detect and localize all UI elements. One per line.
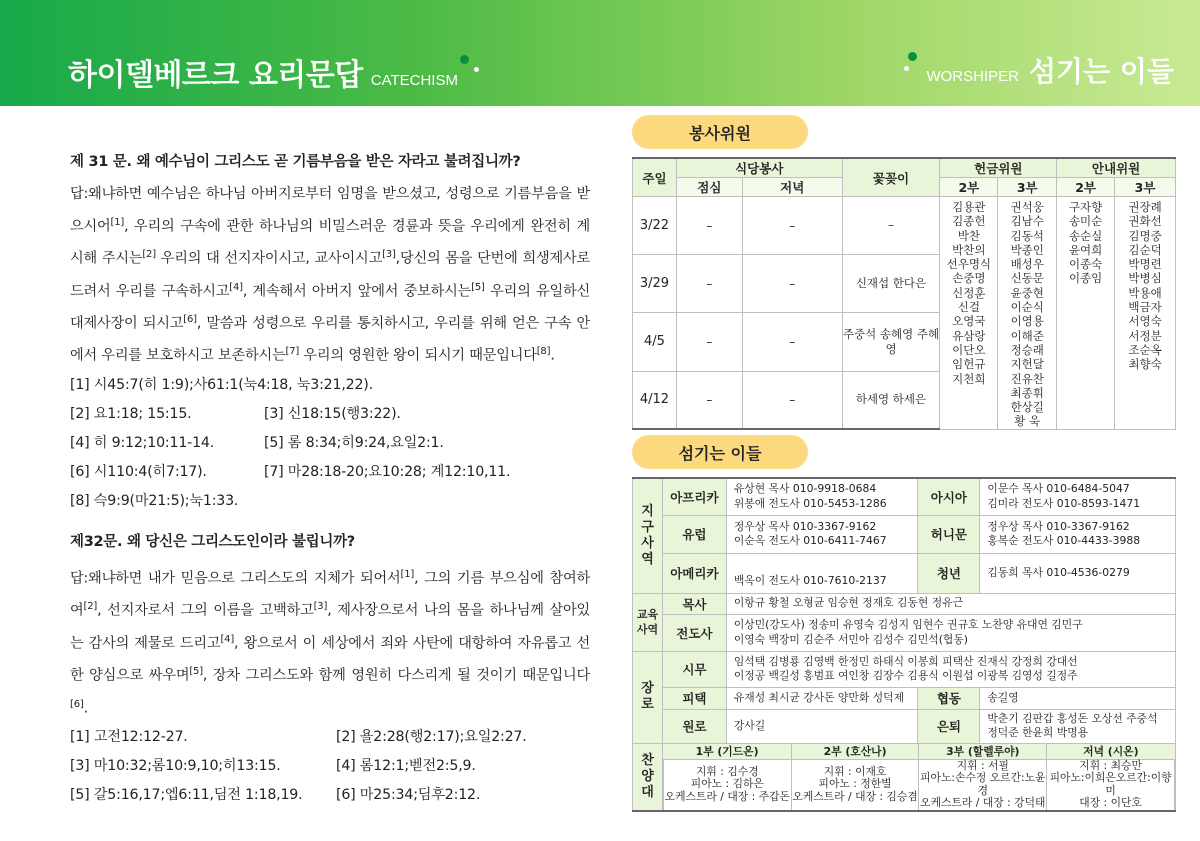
footnote-marker: [6] <box>70 698 84 710</box>
reference-item: [3] 마10:32;롬10:9,10;히13:15. <box>70 758 281 775</box>
senior-elder-label: 원로 <box>662 709 726 743</box>
footnote-marker: [7] <box>285 346 300 358</box>
header-meal: 식당봉사 <box>676 158 842 178</box>
footnote-marker: [2] <box>142 249 156 261</box>
footnote-marker: [3] <box>313 601 328 613</box>
header-offering-3: 3부 <box>998 178 1057 197</box>
active-elder-label: 시무 <box>662 651 726 687</box>
row-date: 4/12 <box>633 371 677 429</box>
footnote-marker: [5] <box>471 281 485 293</box>
answer-text: , 장차 그리스도와 함께 영원히 다스리게 될 것이기 때문입니다 <box>202 667 590 684</box>
reference-item: [4] 히 9:12;10:11-14. <box>70 434 215 451</box>
answer-text: , 계속해서 아버지 앞에서 중보하시는 <box>242 283 472 300</box>
worshiper-title <box>926 50 1174 90</box>
choir-3-content: 지휘 : 서필 피아노:손수정 오르간:노윤경 오케스트라 / 대장 : 강덕태 <box>920 758 1046 809</box>
header-usher-2: 2부 <box>1057 178 1115 197</box>
africa-label: 아프리카 <box>662 478 726 515</box>
row-lunch: – <box>676 255 742 313</box>
choir-4-content: 지휘 : 최승만 피아노:이희은오르간:이향미 대장 : 이단호 <box>1047 759 1175 810</box>
question-31: 제 31 문. 왜 예수님이 그리스도 곧 기름부음을 받은 자라고 불려집니까? <box>70 154 521 170</box>
europe-label: 유럽 <box>662 515 726 553</box>
answer-31 <box>70 181 590 371</box>
evangelist-label: 전도사 <box>662 614 726 651</box>
reference-item: [4] 롬12:1;벧전2:5,9. <box>336 758 476 775</box>
reference-row <box>70 781 590 810</box>
elect-elder-names: 유재성 최시균 강사돈 양만화 성덕제 <box>726 687 918 709</box>
worshiper-title-text: 섬기는 이들 <box>1029 55 1174 88</box>
worshiper-subtitle: WORSHIPER <box>926 68 1019 85</box>
references-32 <box>70 723 590 810</box>
row-date: 4/5 <box>633 313 677 371</box>
catechism-title-text: 하이델베르크 요리문답 <box>68 58 363 93</box>
row-date: 3/22 <box>633 197 677 255</box>
reference-row <box>70 400 590 429</box>
choir-1-header: 1부 (기드온) <box>663 744 791 760</box>
reference-row <box>70 371 590 400</box>
assoc-elder-names: 송길영 <box>980 687 1176 709</box>
reference-item: [1] 고전12:12-27. <box>70 729 188 746</box>
choir-table <box>663 744 1175 810</box>
reference-item: [1] 시45:7(히 1:9);사61:1(눅4:18, 눅3:21,22). <box>70 376 373 393</box>
reference-item: [5] 롬 8:34;히9:24,요일2:1. <box>264 434 444 451</box>
answer-text: , 그의 기름 부으심에 참여하여 <box>70 570 591 620</box>
footnote-marker: [5] <box>189 666 203 678</box>
youth-label: 청년 <box>918 553 980 593</box>
choir-label: 찬 양 대 <box>633 743 663 811</box>
answer-text: , 제사장으로서 나의 몸을 하나님께 살아있는 감사의 제물로 드리고 <box>70 603 590 652</box>
row-dinner: – <box>742 313 842 371</box>
elder-label: 장 로 <box>633 651 663 743</box>
asia-contacts: 이문수 목사 010-6484-5047 김미라 전도사 010-8593-1471 <box>980 478 1176 515</box>
offering-2-names: 김용관 김종헌 박찬 박찬의 선우명식 손중명 신정훈 신걸 오영국 유삼랑 이단오 임헌규 지천희 <box>940 197 998 430</box>
header-dinner: 저녁 <box>742 178 842 197</box>
youth-contacts: 김동희 목사 010-4536-0279 <box>980 553 1176 593</box>
usher-2-names: 구자향 송미순 송순실 윤여희 이종숙 이종임 <box>1057 197 1115 430</box>
header-offering: 헌금위원 <box>940 158 1057 178</box>
reference-row <box>70 723 590 752</box>
row-flower: 신재섭 한다은 <box>842 255 940 313</box>
pastor-names: 이항규 황철 오형균 임승현 정재호 김동현 정유근 <box>726 593 1175 614</box>
deco-dot-left-big <box>460 55 469 64</box>
footnote-marker: [1] <box>110 216 125 228</box>
row-dinner: – <box>742 371 842 429</box>
america-contacts: 백옥이 전도사 010-7610-2137 <box>726 553 918 593</box>
reference-row <box>70 752 590 781</box>
answer-text: 우리의 대 선지자이시고, 교사이시고 <box>155 250 383 267</box>
europe-contacts: 정우상 목사 010-3367-9162 이순옥 전도사 010-6411-7467 <box>726 515 918 553</box>
footnote-marker: [8] <box>536 346 551 358</box>
deco-dot-left-small <box>474 67 479 72</box>
deco-dot-right-big <box>908 52 917 61</box>
catechism-subtitle: CATECHISM <box>370 72 458 89</box>
choir-3-header: 3부 (할렐루야) <box>919 744 1047 760</box>
catechism-section <box>70 150 590 810</box>
reference-item: [6] 마25:34;딤후2:12. <box>336 787 481 804</box>
row-lunch: – <box>676 371 742 429</box>
offering-3-names: 권석웅 김남수 김동석 박종인 배성우 신동문 윤중현 이순식 이영용 이해준 정승래 지헌달 진유찬 최종휘 한상길 황 욱 <box>998 197 1057 430</box>
reference-item: [3] 신18:15(행3:22). <box>264 405 401 422</box>
edu-ministry-label: 교육 사역 <box>633 593 663 651</box>
reference-row <box>70 487 590 516</box>
row-flower: 하세영 하세은 <box>842 371 940 429</box>
footnote-marker: [2] <box>83 601 98 613</box>
active-elder-names: 임석택 김병룡 김영백 한정민 하태식 이봉희 피택산 진재식 강정희 강대선 이정공 백길성 홍범표 여인창 김장수 김용식 이원섭 이광복 김영성 길정주 <box>726 651 1175 687</box>
america-label: 아메리카 <box>662 553 726 593</box>
answer-text: , 선지자로서 그의 이름을 고백하고 <box>97 603 314 620</box>
question-32: 제32문. 왜 당신은 그리스도인이라 불립니까? <box>70 533 355 550</box>
choir-2-header: 2부 (호산나) <box>791 744 919 760</box>
usher-3-names: 권장례 권화선 김명중 김순덕 박명련 박병심 박용애 백금자 서영숙 서정분 조순옥 최향숙 <box>1115 197 1176 430</box>
header-flower: 꽃꽂이 <box>842 158 940 197</box>
answer-text: . <box>83 700 88 717</box>
reference-item: [6] 시110:4(히7:17). <box>70 463 207 480</box>
answer-32 <box>70 561 590 723</box>
catechism-title <box>68 50 458 94</box>
workers-table <box>632 477 1176 812</box>
row-date: 3/29 <box>633 255 677 313</box>
answer-text: ,당신의 몸을 단번에 희생제사로 드려서 우리를 구속하시고 <box>70 250 590 300</box>
service-committee-pill: 봉사위원 <box>632 115 808 149</box>
answer-text: 답:왜냐하면 내가 믿음으로 그리스도의 지체가 되어서 <box>70 570 401 587</box>
header-band <box>0 0 1200 106</box>
references-31 <box>70 371 590 516</box>
row-flower: – <box>842 197 940 255</box>
reference-row <box>70 429 590 458</box>
reference-item: [2] 욜2:28(행2:17);요일2:27. <box>336 729 527 746</box>
honeymoon-label: 허니문 <box>918 515 980 553</box>
footnote-marker: [6] <box>183 314 197 326</box>
reference-item: [7] 마28:18-20;요10:28; 계12:10,11. <box>264 463 511 480</box>
footnote-marker: [4] <box>220 633 235 645</box>
africa-contacts: 유상현 목사 010-9918-0684 위봉애 전도사 010-5453-1286 <box>726 478 918 515</box>
header-date: 주일 <box>633 158 677 197</box>
choir-4-header: 저녁 (시온) <box>1047 744 1175 760</box>
header-usher: 안내위원 <box>1057 158 1176 178</box>
assoc-elder-label: 협동 <box>918 687 980 709</box>
deco-dot-right-small <box>904 66 909 71</box>
footnote-marker: [3] <box>382 249 396 261</box>
answer-text: 답:왜냐하면 예수님은 하나님 아버지로부터 임명을 받으셨고, 성령으로 기름부음을 받으시어 <box>70 186 590 235</box>
row-lunch: – <box>676 197 742 255</box>
row-dinner: – <box>742 255 842 313</box>
answer-text: , 말씀과 성령으로 우리를 통치하시고, 우리를 위해 얻은 구속 안에서 우리를 보호하시고 보존하시는 <box>70 315 590 365</box>
row-flower: 주중석 송혜영 주혜영 <box>842 313 940 371</box>
row-dinner: – <box>742 197 842 255</box>
header-offering-2: 2부 <box>940 178 998 197</box>
senior-elder-names: 강사길 <box>726 709 918 743</box>
answer-text: 우리의 유일하신 대제사장이 되시고 <box>70 283 590 332</box>
retired-elder-label: 은퇴 <box>918 709 980 743</box>
choir-1-content: 지휘 : 김수경 피아노 : 김하은 오케스트라 / 대장 : 주갑돈 <box>663 759 791 810</box>
reference-row <box>70 458 590 487</box>
footnote-marker: [1] <box>400 568 415 580</box>
pastor-label: 목사 <box>662 593 726 614</box>
answer-text: . <box>550 348 555 365</box>
row-lunch: – <box>676 313 742 371</box>
elect-elder-label: 피택 <box>662 687 726 709</box>
header-lunch: 점심 <box>676 178 742 197</box>
region-ministry-label: 지 구 사 역 <box>633 478 663 593</box>
asia-label: 아시아 <box>918 478 980 515</box>
answer-text: 우리의 영원한 왕이 되시기 때문입니다 <box>299 348 537 365</box>
evangelist-names: 이상민(강도사) 정송미 유영숙 김성지 임현수 권규호 노찬양 유대연 김민구 이영숙 백장미 김순주 서민아 김성수 김민석(협동) <box>726 614 1175 651</box>
honeymoon-contacts: 정우상 목사 010-3367-9162 홍복순 전도사 010-4433-3988 <box>980 515 1176 553</box>
header-usher-3: 3부 <box>1115 178 1176 197</box>
choir-2-content: 지휘 : 이재호 피아노 : 정한별 오케스트라 / 대장 : 김승겸 <box>791 759 919 810</box>
footnote-marker: [4] <box>229 281 243 293</box>
service-committee-table <box>632 157 1176 430</box>
answer-text: , 우리의 구속에 관한 하나님의 비밀스러운 경륜과 뜻을 우리에게 완전히 계시해 주시는 <box>70 218 590 267</box>
retired-elder-names: 박춘기 김판갑 홍성돈 오상선 주중석 정덕준 한윤희 박명용 <box>980 709 1176 743</box>
reference-item: [2] 요1:18; 15:15. <box>70 405 192 422</box>
reference-item: [5] 갈5:16,17;엡6:11,딤전 1:18,19. <box>70 787 303 804</box>
workers-pill: 섬기는 이들 <box>632 435 808 469</box>
reference-item: [8] 슥9:9(마21:5);눅1:33. <box>70 492 239 509</box>
answer-text: , 왕으로서 이 세상에서 죄와 사탄에 대항하여 자유롭고 선한 양심으로 싸우며 <box>70 635 590 684</box>
